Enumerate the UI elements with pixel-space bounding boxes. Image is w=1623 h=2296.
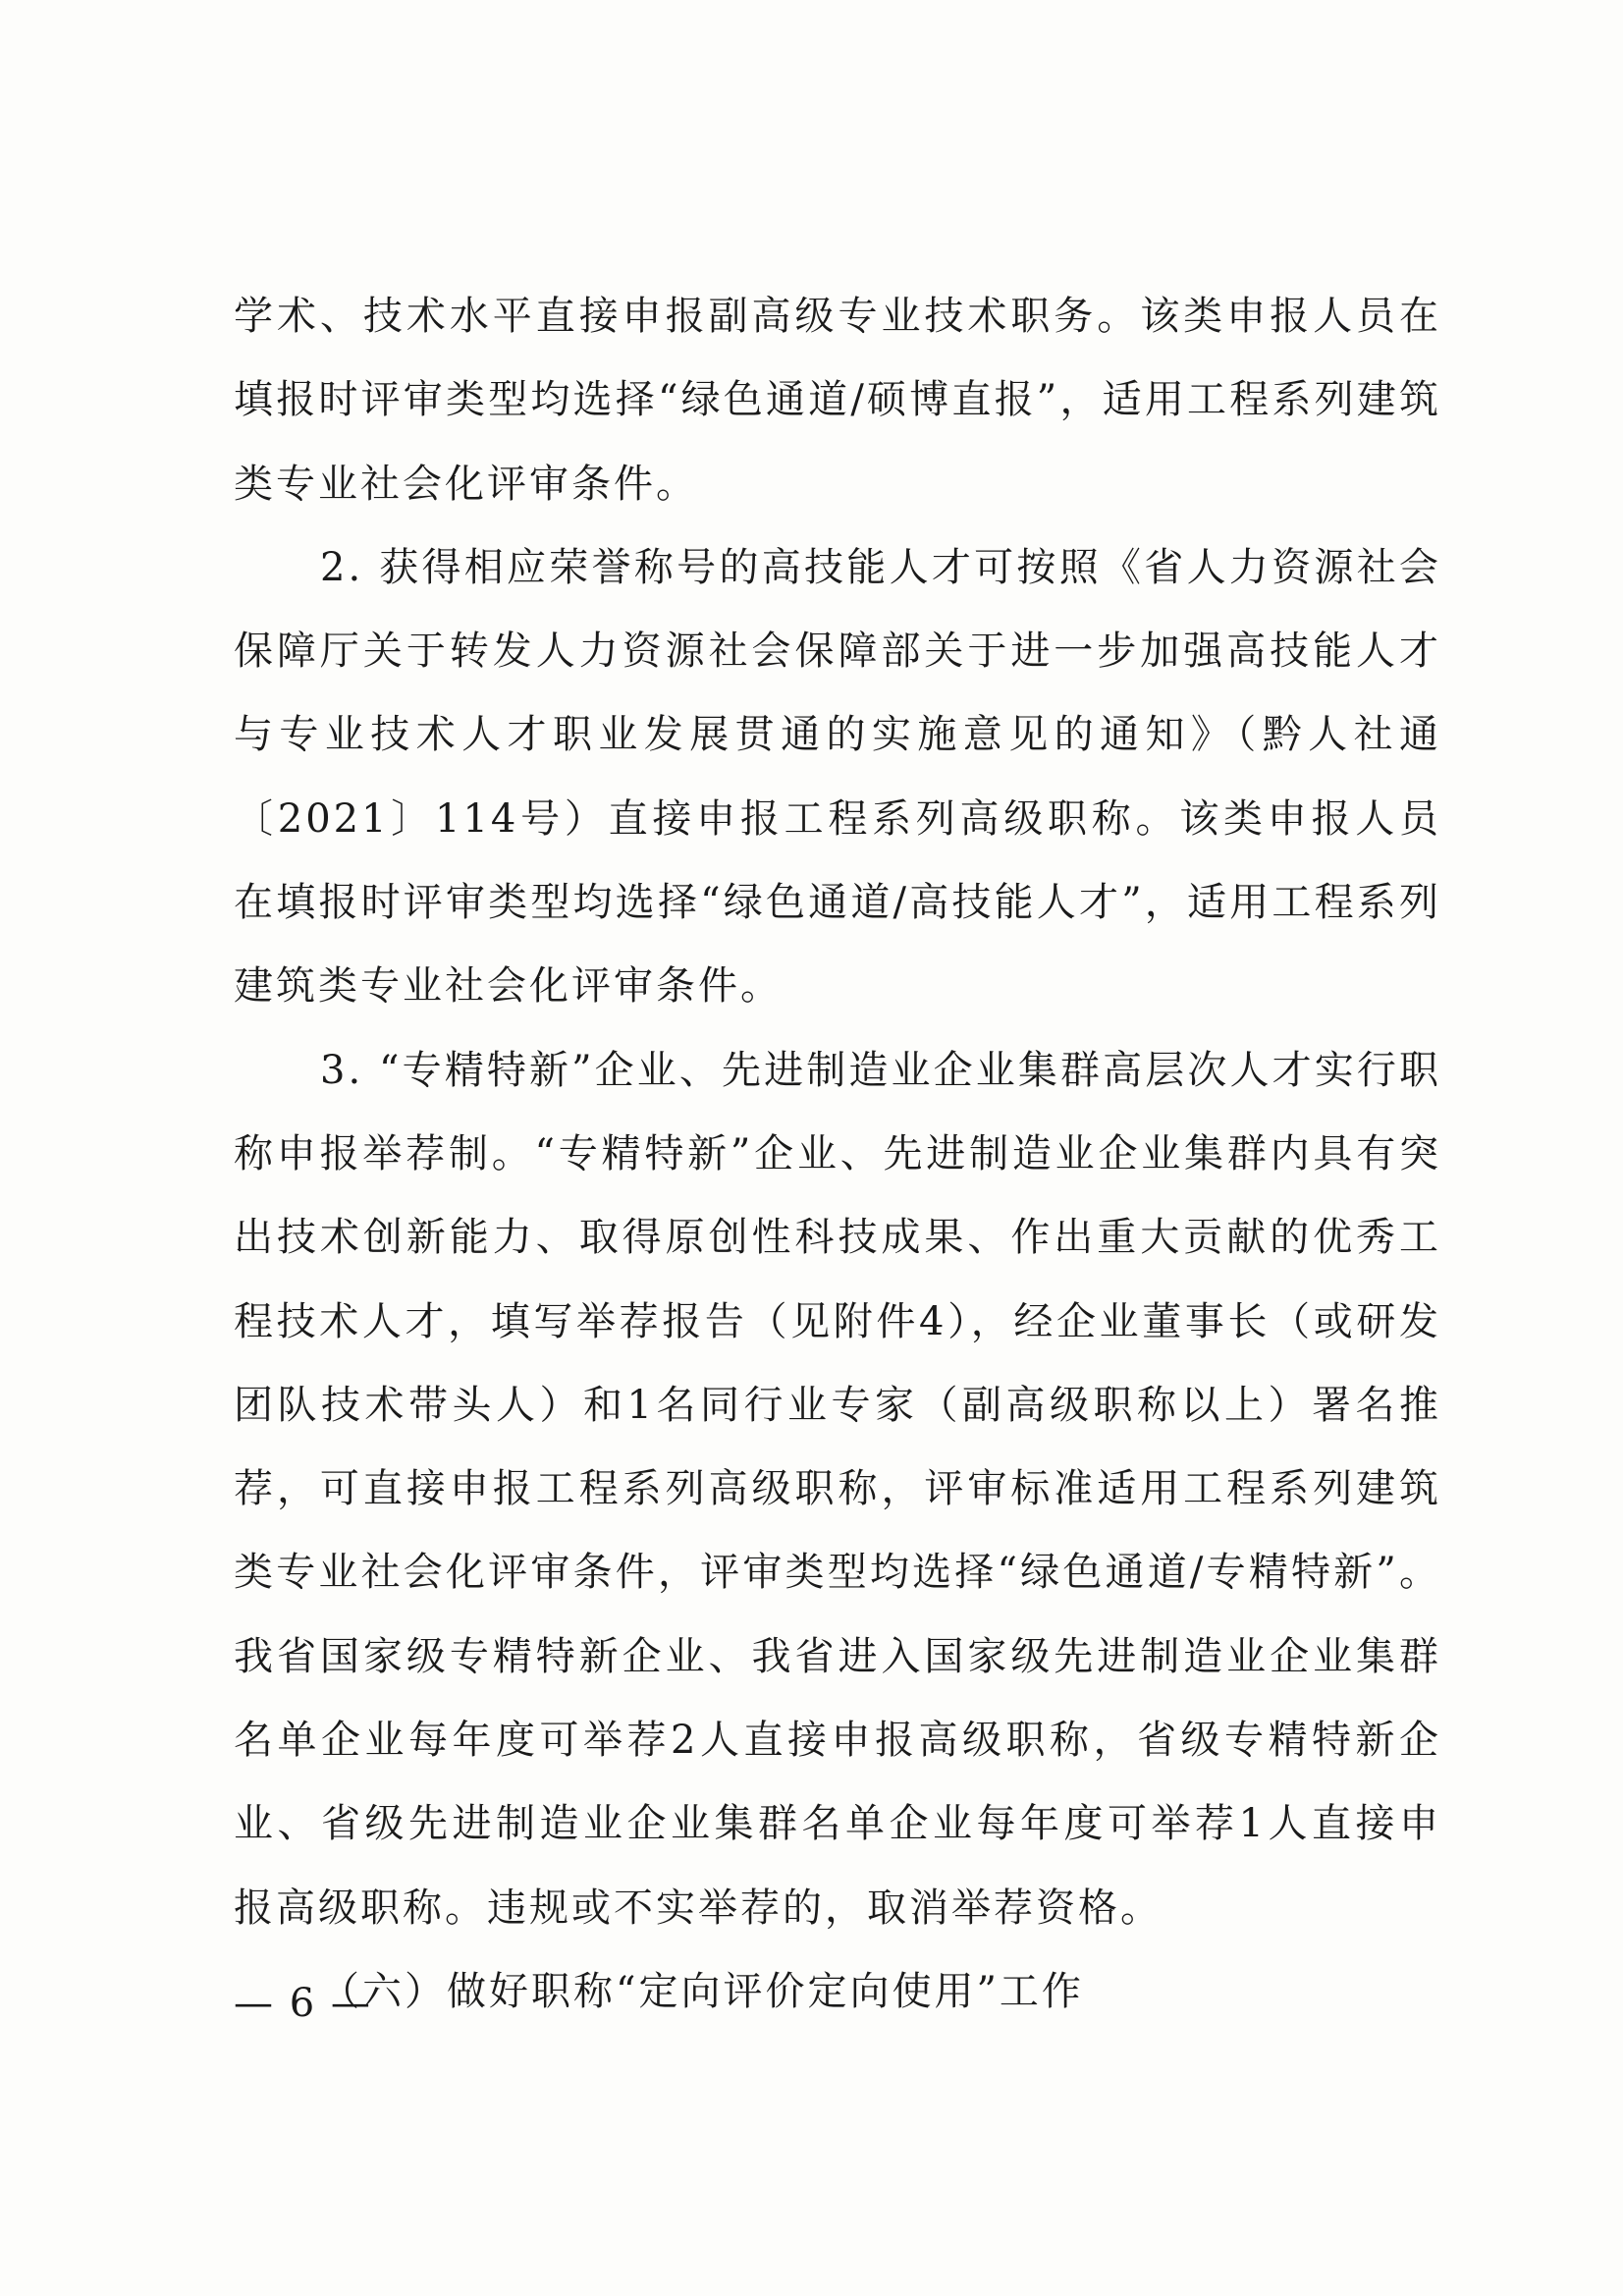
paragraph-item-2: 2. 获得相应荣誉称号的高技能人才可按照《省人力资源社会保障厅关于转发人力资源社会保障部关于进一步加强高技能人才与专业技术人才职业发展贯通的实施意见的通知》（黔人社通〔2021〕114号）直接申报工程系列高级职称。该类申报人员在填报时评审类型均选择“绿色通道/高技能人才”，适用工程系列建筑类专业社会化评审条件。	[234, 544, 1441, 1010]
document-body	[234, 275, 1441, 2034]
page-number: — 6 —	[234, 1981, 372, 2026]
paragraph-continuation: 学术、技术水平直接申报副高级专业技术职务。该类申报人员在填报时评审类型均选择“绿色通道/硕博直报”，适用工程系列建筑类专业社会化评审条件。	[234, 294, 1441, 507]
section-heading: （六）做好职称“定向评价定向使用”工作	[320, 1968, 1084, 2014]
paragraph-item-3: 3. “专精特新”企业、先进制造业企业集群高层次人才实行职称申报举荐制。“专精特新”企业、先进制造业企业集群内具有突出技术创新能力、取得原创性科技成果、作出重大贡献的优秀工程技术人才，填写举荐报告（见附件4），经企业董事长（或研发团队技术带头人）和1名同行业专家（副高级职称以上）署名推荐，可直接申报工程系列高级职称，评审标准适用工程系列建筑类专业社会化评审条件，评审类型均选择“绿色通道/专精特新”。我省国家级专精特新企业、我省进入国家级先进制造业企业集群名单企业每年度可举荐2人直接申报高级职称，省级专精特新企业、省级先进制造业企业集群名单企业每年度可举荐1人直接申报高级职称。违规或不实举荐的，取消举荐资格。	[234, 1047, 1441, 1931]
